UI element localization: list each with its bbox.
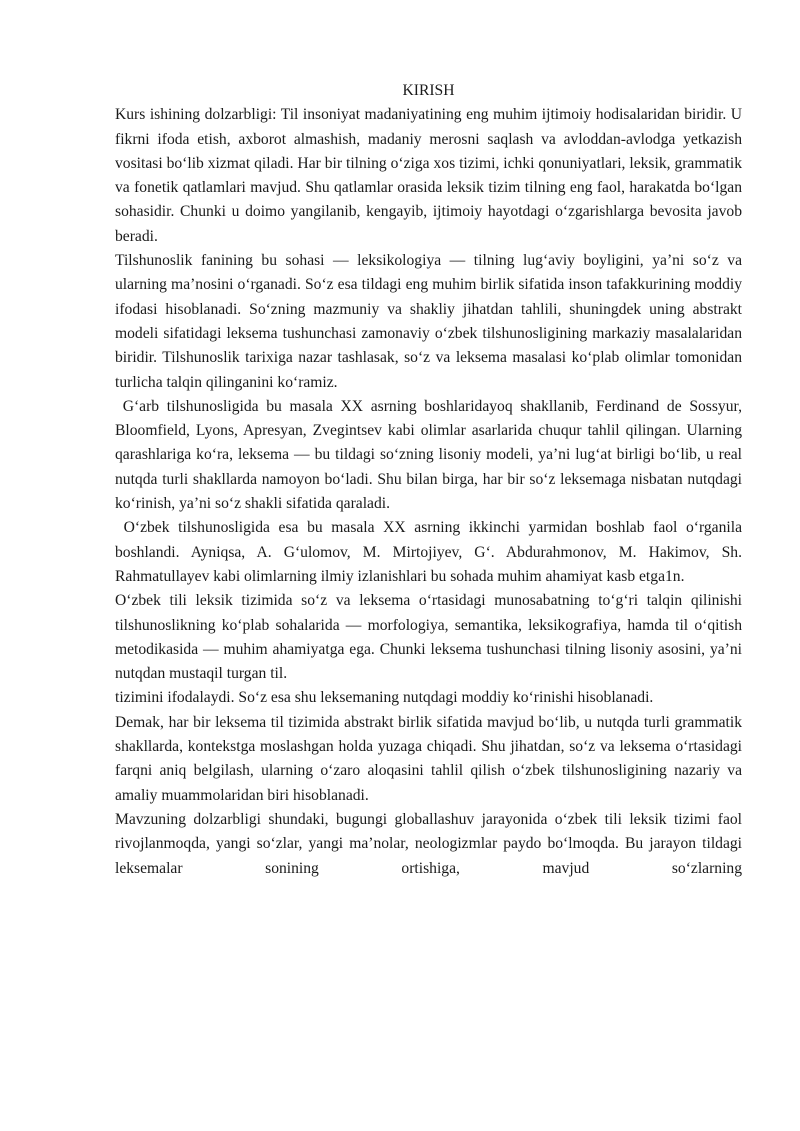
paragraph-2: Tilshunoslik fanining bu sohasi — leksikologiya — tilning lug‘aviy boyligini, ya’ni so‘z va ularning ma’nosini o‘rganadi. So‘z esa tildagi eng muhim birlik sifatida inson tafakkurining moddiy ifodasi hisoblanadi. So‘zning mazmuniy va shakliy jihatdan tahlili, shuningdek uning abstrakt modeli sifatidagi leksema tushunchasi zamonaviy o‘zbek tilshunosligining markaziy masalalaridan biridir. Tilshunoslik tarixiga nazar tashlasak, so‘z va leksema masalasi ko‘plab olimlar tomonidan turlicha talqin qilinganini ko‘ramiz. (115, 252, 746, 391)
document-title: KIRISH (402, 82, 455, 99)
paragraph-4: O‘zbek tilshunosligida esa bu masala XX asrning ikkinchi yarmidan boshlab faol o‘rganila boshlandi. Ayniqsa, A. G‘ulomov, M. Mirtojiyev, G‘. Abdurahmonov, M. Hakimov, Sh. Rahmatullayev kabi olimlarning ilmiy izlanishlari bu sohada muhim ahamiyat kasb etga1n. (115, 519, 746, 585)
paragraph-8: Mavzuning dolzarbligi shundaki, bugungi globallashuv jarayonida o‘zbek tili leksik tizimi faol rivojlanmoqda, yangi so‘zlar, yangi ma’nolar, neologizmlar paydo bo‘lmoqda. Bu jarayon tildagi leksemalar sonining ortishiga, mavjud so‘zlarning (115, 810, 746, 877)
document-page (115, 79, 746, 881)
paragraph-1: Kurs ishining dolzarbligi: Til insoniyat madaniyatining eng muhim ijtimoiy hodisalaridan biridir. U fikrni ifoda etish, axborot almashish, madaniy merosni saqlash va avloddan-avlodga yetkazish vositasi bo‘lib xizmat qiladi. Har bir tilning o‘ziga xos tizimi, ichki qonuniyatlari, leksik, grammatik va fonetik qatlamlari mavjud. Shu qatlamlar orasida leksik tizim tilning eng faol, harakatda bo‘lgan sohasidir. Chunki u doimo yangilanib, kengayib, ijtimoiy hayotdagi o‘zgarishlarga bevosita javob beradi. (115, 106, 746, 245)
paragraph-3: G‘arb tilshunosligida bu masala XX asrning boshlaridayoq shakllanib, Ferdinand de Sossyur, Bloomfield, Lyons, Apresyan, Zvegintsev kabi olimlar asarlarida chuqur tahlil qilingan. Ularning qarashlariga ko‘ra, leksema — bu tildagi so‘zning lisoniy modeli, ya’ni lug‘at birligi bo‘lib, u real nutqda turli shakllarda namoyon bo‘ladi. Shu bilan birga, har bir so‘z leksemaga nisbatan nutqdagi ko‘rinish, ya’ni so‘z shakli sifatida qaraladi. (115, 397, 746, 513)
paragraph-6: tizimini ifodalaydi. So‘z esa shu leksemaning nutqdagi moddiy ko‘rinishi hisoblanadi. (115, 689, 654, 707)
paragraph-5: O‘zbek tili leksik tizimida so‘z va leksema o‘rtasidagi munosabatning to‘g‘ri talqin qilinishi tilshunoslikning ko‘plab sohalarida — morfologiya, semantika, leksikografiya, hamda til o‘qitish metodikasida — muhim ahamiyatga ega. Chunki leksema tushunchasi tilning lisoniy asosini, ya’ni nutqdan mustaqil turgan til. (115, 592, 746, 683)
paragraph-7: Demak, har bir leksema til tizimida abstrakt birlik sifatida mavjud bo‘lib, u nutqda turli grammatik shakllarda, kontekstga moslashgan holda yuzaga chiqadi. Shu jihatdan, so‘z va leksema o‘rtasidagi farqni aniq belgilash, ularning o‘zaro aloqasini tahlil qilish o‘zbek tilshunosligining nazariy va amaliy muammolaridan biri hisoblanadi. (115, 713, 746, 804)
